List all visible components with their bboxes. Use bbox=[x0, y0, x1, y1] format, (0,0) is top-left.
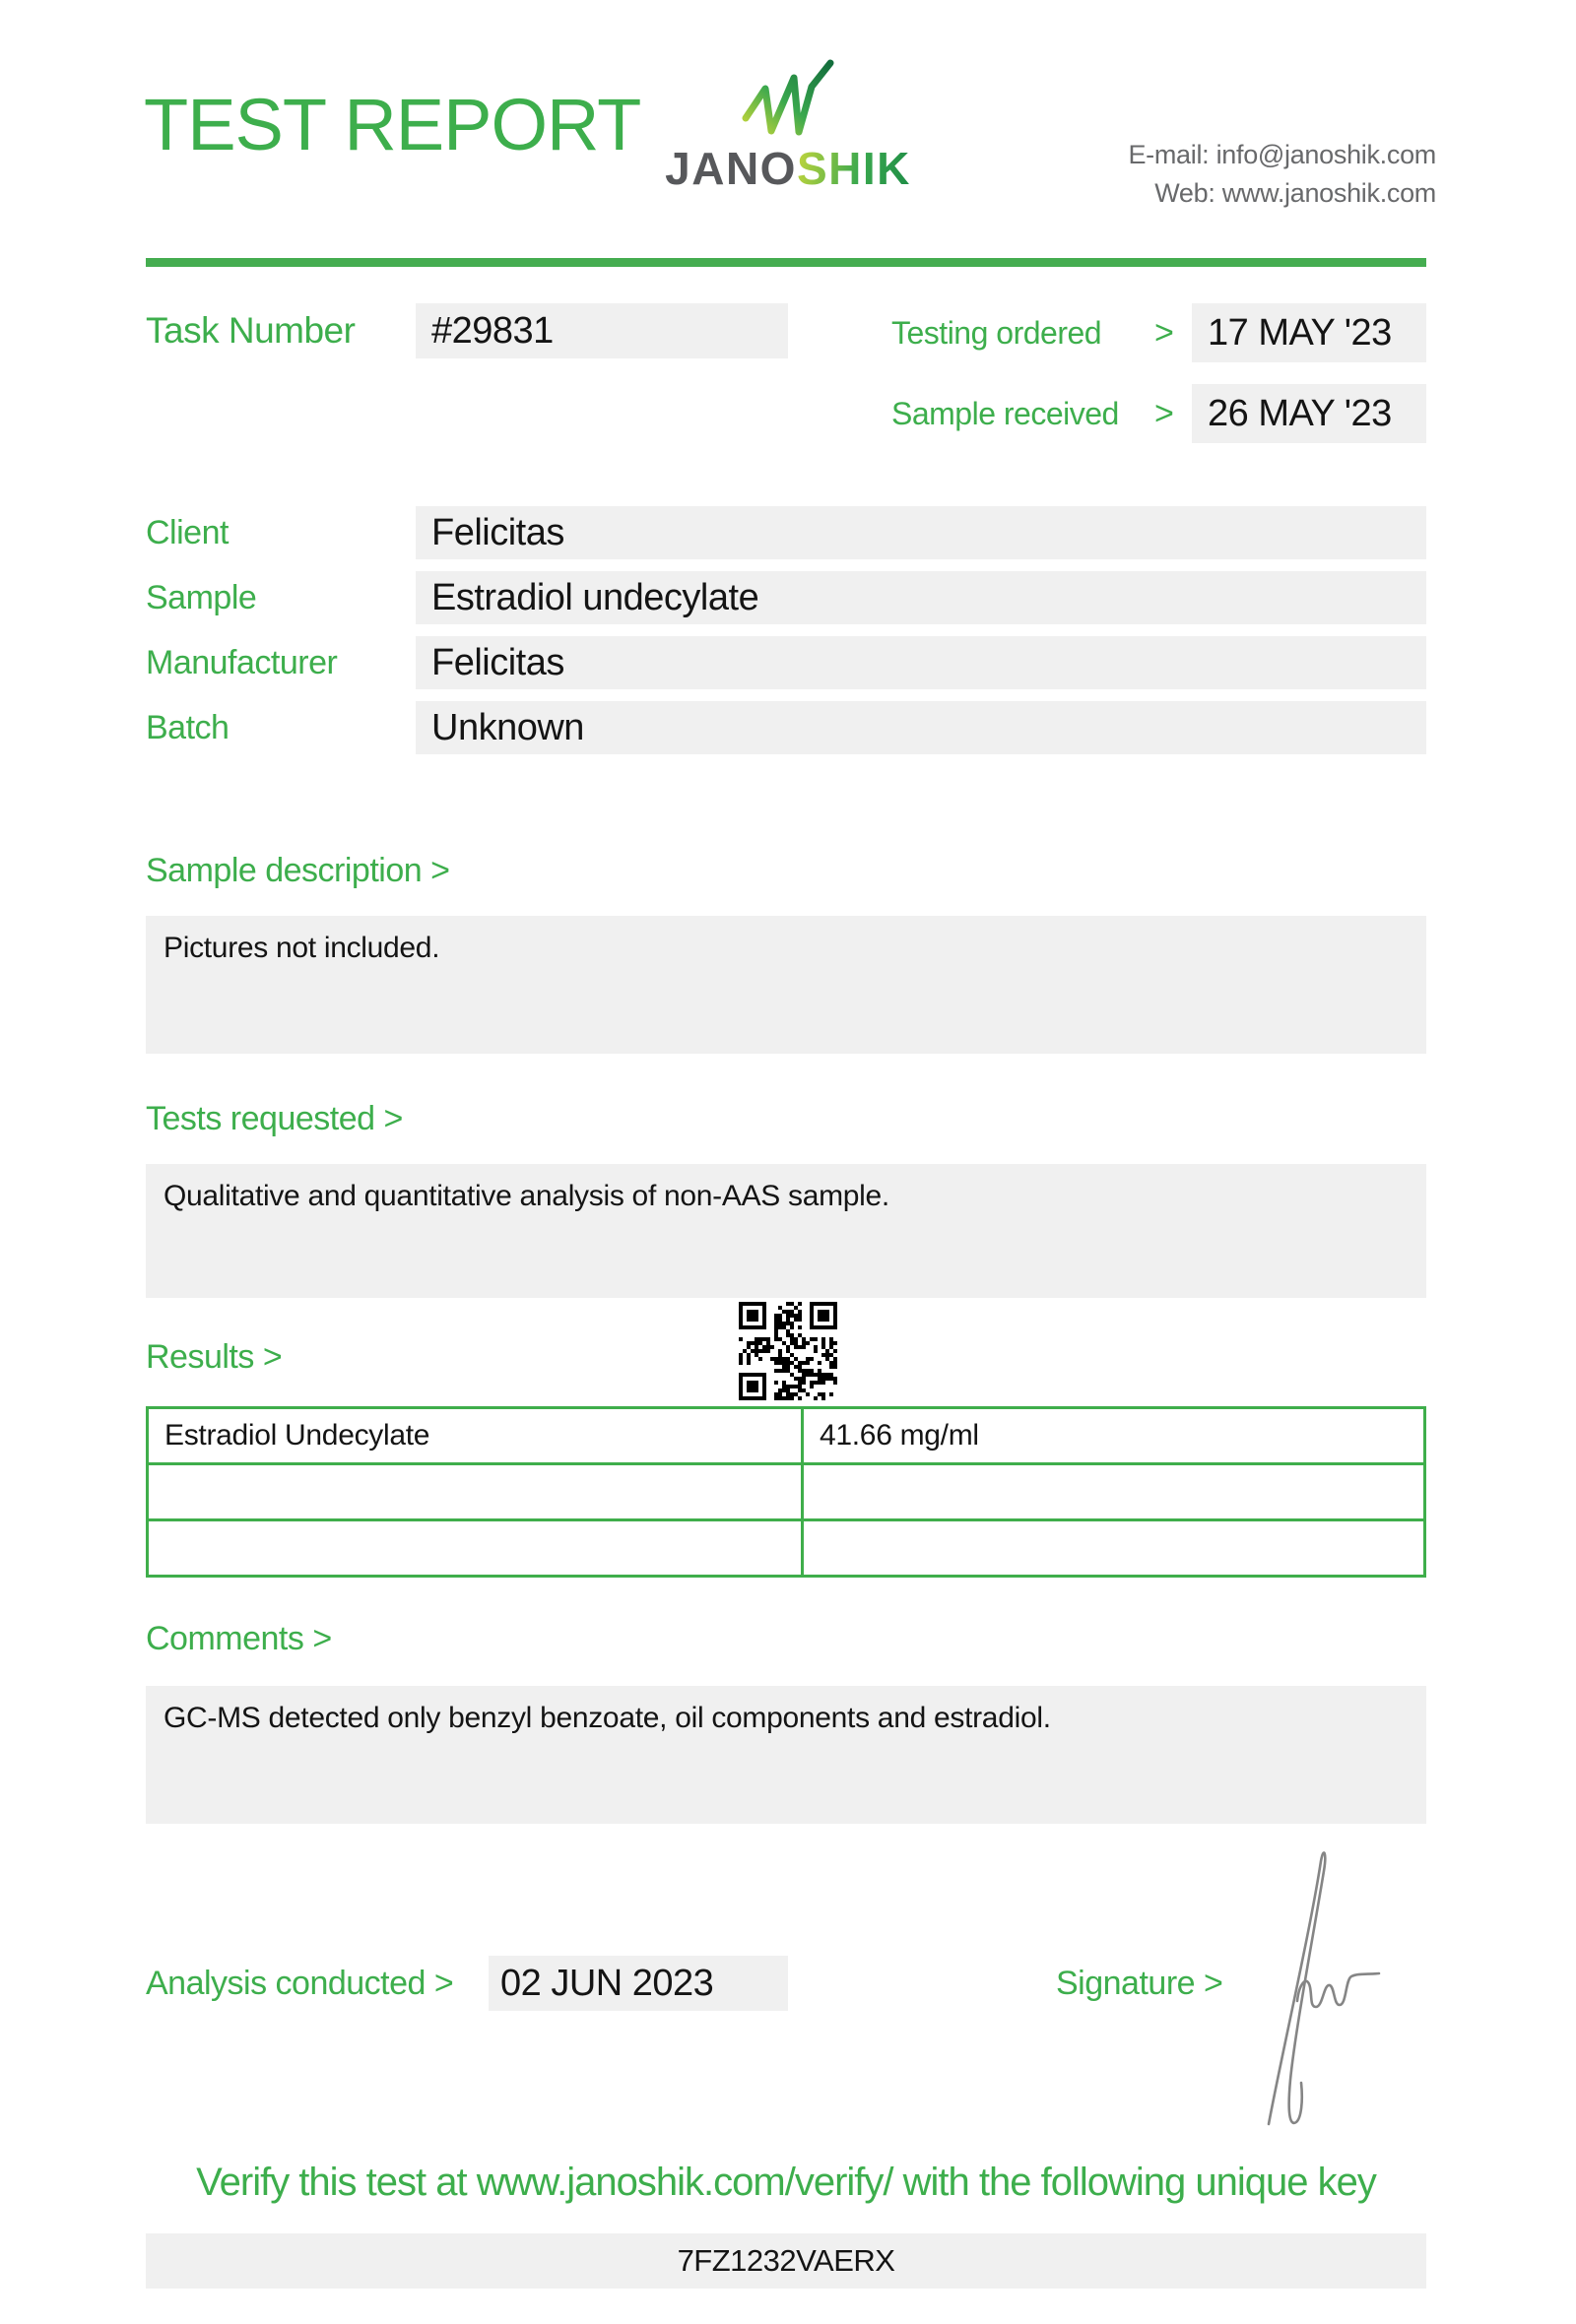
analysis-date-box bbox=[489, 1956, 788, 2011]
manufacturer-value-box bbox=[416, 636, 1426, 689]
tests-requested-text: Qualitative and quantitative analysis of non-AAS sample. bbox=[164, 1180, 889, 1212]
result-name-cell bbox=[148, 1520, 803, 1577]
logo-shik-text: SHIK bbox=[796, 143, 911, 194]
testing-ordered-box bbox=[1192, 303, 1426, 362]
email-line: E-mail: info@janoshik.com bbox=[1128, 140, 1436, 169]
task-number-label: Task Number bbox=[146, 310, 356, 351]
janoshik-logo bbox=[630, 57, 946, 195]
client-value-box bbox=[416, 506, 1426, 559]
comments-heading: Comments > bbox=[146, 1619, 332, 1657]
sample-value-box bbox=[416, 571, 1426, 624]
sample-received-arrow: > bbox=[1154, 394, 1174, 432]
logo-jano-text: JANO bbox=[665, 143, 797, 194]
testing-ordered-value: 17 MAY '23 bbox=[1208, 311, 1392, 354]
sample-received-label: Sample received bbox=[891, 395, 1119, 431]
sample-value: Estradiol undecylate bbox=[431, 576, 759, 618]
table-row bbox=[148, 1464, 1425, 1520]
sample-description-heading: Sample description > bbox=[146, 851, 450, 889]
manufacturer-label: Manufacturer bbox=[146, 643, 338, 681]
result-value-cell bbox=[803, 1464, 1425, 1520]
table-row bbox=[148, 1408, 1425, 1464]
verify-instruction: Verify this test at www.janoshik.com/verify/ with the following unique key bbox=[196, 2161, 1376, 2204]
unique-key-box bbox=[146, 2233, 1426, 2289]
result-value-cell bbox=[803, 1520, 1425, 1577]
task-number-box bbox=[416, 303, 788, 358]
batch-label: Batch bbox=[146, 708, 230, 746]
task-number-value: #29831 bbox=[431, 309, 554, 352]
result-name-cell bbox=[148, 1464, 803, 1520]
batch-value: Unknown bbox=[431, 706, 584, 748]
sample-description-text: Pictures not included. bbox=[164, 932, 440, 964]
tests-requested-heading: Tests requested > bbox=[146, 1099, 403, 1137]
client-label: Client bbox=[146, 513, 229, 551]
client-value: Felicitas bbox=[431, 511, 564, 553]
comments-text: GC-MS detected only benzyl benzoate, oil components and estradiol. bbox=[164, 1702, 1051, 1734]
result-value-cell: 41.66 mg/ml bbox=[803, 1408, 1425, 1464]
page-title: TEST REPORT bbox=[144, 84, 641, 165]
manufacturer-value: Felicitas bbox=[431, 641, 564, 683]
results-heading: Results > bbox=[146, 1337, 283, 1376]
comments-box bbox=[146, 1686, 1426, 1824]
result-name-cell: Estradiol Undecylate bbox=[148, 1408, 803, 1464]
sample-received-box bbox=[1192, 384, 1426, 443]
trend-chart-icon bbox=[742, 57, 834, 136]
web-line: Web: www.janoshik.com bbox=[1154, 178, 1436, 208]
analysis-conducted-label: Analysis conducted > bbox=[146, 1964, 454, 2002]
logo-wordmark bbox=[630, 142, 946, 195]
batch-value-box bbox=[416, 701, 1426, 754]
signature-image bbox=[1236, 1834, 1394, 2139]
testing-ordered-arrow: > bbox=[1154, 313, 1174, 352]
analysis-date-value: 02 JUN 2023 bbox=[500, 1962, 714, 2004]
testing-ordered-label: Testing ordered bbox=[891, 314, 1102, 351]
sample-description-box bbox=[146, 916, 1426, 1054]
sample-received-value: 26 MAY '23 bbox=[1208, 392, 1392, 434]
qr-code bbox=[739, 1302, 837, 1400]
unique-key-value: 7FZ1232VAERX bbox=[677, 2243, 895, 2278]
results-table bbox=[146, 1406, 1426, 1578]
tests-requested-box bbox=[146, 1164, 1426, 1298]
contact-info bbox=[1128, 136, 1436, 213]
table-row bbox=[148, 1520, 1425, 1577]
sample-label: Sample bbox=[146, 578, 257, 616]
signature-label: Signature > bbox=[1056, 1964, 1223, 2002]
header-divider bbox=[146, 258, 1426, 267]
